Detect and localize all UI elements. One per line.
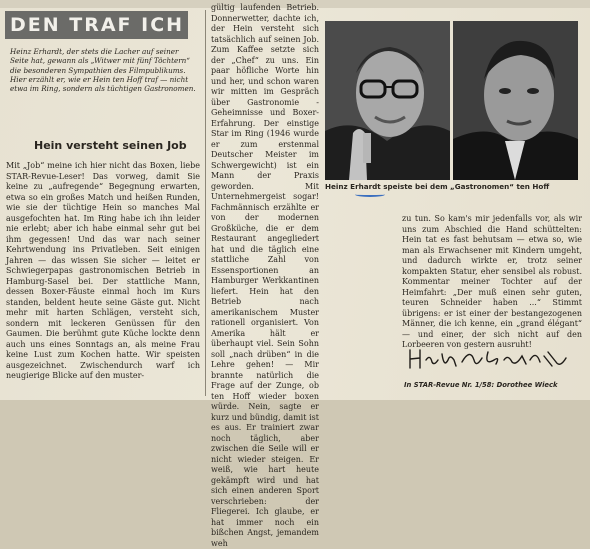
column-2-text: gültig laufenden Betrieb. Donnerwetter, dachte ich, der Hein versteht sich tatsächlich auf seinen Job. Zum Kaffee setzte sich der „Chef“ zu uns. Ein paar höfliche Worte hin und her, und schon waren wir mitten im Gespräch über Gastronomie - Geheimnisse und Boxer-Erfahrung. Der einstige Star im Ring (1946 wurde er zum erstenmal Deutscher Meister im Schwergewicht) ist ein Mann der Praxis geworden. Mit Unternehmergeist sogar! Fachmännisch erzählte er von der modernen Großküche, die er dem Restaurant angegliedert hat und die täglich eine stattliche Zahl von Essensportionen an Hamburger Werkkantinen liefert. Hein hat den Betrieb nach amerikanischem Muster rationell organisiert. Von Amerika hält er überhaupt viel. Sein Sohn soll „nach drüben“ in die Lehre gehen! — Mir brannte natürlich die Frage auf der Zunge, ob ten Hoff wieder boxen würde. Nein, sagte er kurz und bündig, damit ist es aus. Er trainiert zwar noch täglich, aber zwischen die Seile will er nicht wieder steigen. Er weiß, wie hart heute gekämpft wird und hat sich einen anderen Sport verschrieben: der Fliegerei. Ich glaube, er hat immer noch ein bißchen Angst, jemandem weh xyxy=(211,3,319,548)
article-column-3 xyxy=(402,214,582,351)
photo-heinz-erhardt xyxy=(325,21,450,180)
handwritten-signature xyxy=(404,346,569,371)
source-credit: In STAR-Revue Nr. 1/58: Dorothee Wieck xyxy=(404,381,558,389)
column-divider xyxy=(205,10,206,396)
article-column-2 xyxy=(211,3,319,549)
photo-hein-ten-hoff xyxy=(453,21,578,180)
intro-text: Heinz Erhardt, der stets die Lacher auf seiner Seite hat, gewann als „Witwer mit fünf Töchtern“ die besonderen Sympathien des Filmpublikums. Hier erzählt er, wie er Hein ten Hoff traf — nicht etwa im Ring, sondern als tüchtigen Gastronomen. xyxy=(10,47,196,94)
column-1-text: Mit „Job“ meine ich hier nicht das Boxen, liebe STAR-Revue-Leser! Das vorweg, damit Sie keine zu „aufregende“ Begegnung erwarten, etwa so ein großes Match und heißen Runden, wie sie der tüchtige Hein so manches Mal ausgefochten hat. Im Ring habe ich ihn leider nie erlebt; aber ich habe einmal sehr gut bei ihm gegessen! Und das war nach seiner Kehrtwendung ins Privatleben. Seit einigen Jahren — das wissen Sie sicher — leitet er Schwiegerpapas gastronomischen Betrieb in Hamburg-Sasel bei. Der stattliche Mann, dessen Boxer-Fäuste einmal hoch im Kurs standen, beldent heute seine Gäste gut. Nicht mehr mit harten Schlägen, versteht sich, sondern mit leckeren Genüssen für den Gaumen. Die berühmt gute Küche lockte denn auch uns eines Sonntags an, als meine Frau keine Lust zum Kochen hatte. Wir speisten ausgezeichnet. Zwischendurch warf ich neugierige Blicke auf den muster- xyxy=(6,161,200,380)
pen-underline xyxy=(355,192,385,197)
photo-caption: Heinz Erhardt speiste bei dem „Gastronomen“ ten Hoff xyxy=(325,182,550,191)
article-column-1 xyxy=(6,161,200,382)
column-3-text: zu tun. So kam's mir jedenfalls vor, als wir uns zum Abschied die Hand schüttelten: Hein tat es fast behutsam — etwa so, wie man als Erwachsener mit Kindern umgeht, und dadurch wirkte er, trotz seiner kompakten Statur, eher sensibel als robust. Kommentar meiner Tochter auf der Heimfahrt: „Der muß einen sehr guten, teuren Schneider haben ...“ Stimmt übrigens: er ist einer der bestangezogenen Männer, die ich kenne, ein „grand élégant“ — und einer, der sich nicht auf den Lorbeeren von gestern ausruht! xyxy=(402,214,582,349)
article-headline: Hein versteht seinen Job xyxy=(34,139,187,152)
page-title: DEN TRAF ICH xyxy=(5,11,188,39)
